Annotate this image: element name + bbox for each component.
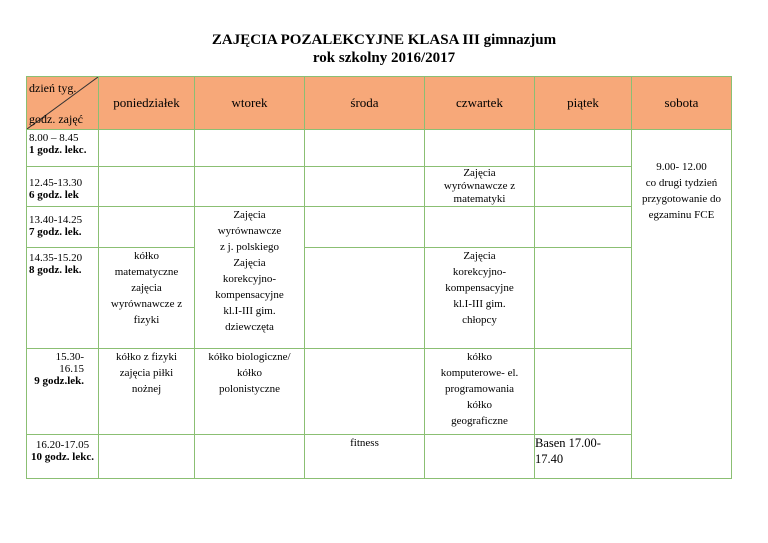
table-row [27, 435, 732, 479]
day-header-thursday: czwartek [425, 77, 535, 130]
header-row [27, 77, 732, 130]
empty-cell [535, 248, 632, 349]
corner-header [27, 77, 99, 130]
table-row [27, 130, 732, 167]
empty-cell [99, 207, 195, 248]
page-title: ZAJĘCIA POZALEKCYJNE KLASA III gimnazjum [211, 32, 557, 48]
thursday-corrective-boys: Zajęcia korekcyjno- kompensacyjne kl.I-III gim. chłopcy [425, 248, 535, 349]
friday-pool: Basen 17.00- 17.40 [535, 435, 632, 479]
empty-cell [305, 349, 425, 435]
time-cell: 14.35-15.20 8 godz. lek. [27, 248, 99, 349]
empty-cell [99, 435, 195, 479]
empty-cell [535, 167, 632, 207]
day-header-saturday: sobota [632, 77, 732, 130]
empty-cell [425, 207, 535, 248]
table-row [27, 167, 732, 207]
empty-cell [305, 207, 425, 248]
empty-cell [535, 207, 632, 248]
thursday-computer-geography: kółko komputerowe- el. programowania kółko geograficzne [425, 349, 535, 435]
thursday-math-remedial: Zajęcia wyrównawcze z matematyki [425, 167, 535, 207]
page-subtitle: rok szkolny 2016/2017 [312, 50, 456, 66]
day-header-monday: poniedziałek [99, 77, 195, 130]
corner-hour-label: godz. zajęć [29, 112, 83, 126]
empty-cell [535, 130, 632, 167]
empty-cell [99, 167, 195, 207]
table-row [27, 207, 732, 248]
saturday-activity: 9.00- 12.00 co drugi tydzień przygotowanie do egzaminu FCE [632, 130, 732, 479]
time-cell: 16.20-17.05 10 godz. lekc. [27, 435, 99, 479]
empty-cell [305, 130, 425, 167]
empty-cell [305, 248, 425, 349]
time-cell: 12.45-13.30 6 godz. lek [27, 167, 99, 207]
time-cell: 15.30- 16.15 9 godz.lek. [27, 349, 99, 435]
empty-cell [195, 167, 305, 207]
day-header-wednesday: środa [305, 77, 425, 130]
empty-cell [305, 167, 425, 207]
empty-cell [425, 435, 535, 479]
tuesday-biology-polish: kółko biologiczne/ kółko polonistyczne [195, 349, 305, 435]
empty-cell [195, 435, 305, 479]
time-cell: 13.40-14.25 7 godz. lek. [27, 207, 99, 248]
table-row [27, 349, 732, 435]
wednesday-fitness: fitness [305, 435, 425, 479]
corner-day-label: dzień tyg. [29, 81, 77, 95]
empty-cell [535, 349, 632, 435]
time-cell: 8.00 – 8.45 1 godz. lekc. [27, 130, 99, 167]
empty-cell [195, 130, 305, 167]
day-header-friday: piątek [535, 77, 632, 130]
empty-cell [99, 130, 195, 167]
empty-cell [425, 130, 535, 167]
monday-math-physics: kółko matematyczne zajęcia wyrównawcze z fizyki [99, 248, 195, 349]
tuesday-polish-and-corrective: Zajęcia wyrównawcze z j. polskiego Zajęcia korekcyjno- kompensacyjne kl.I-III gim. dziewczęta [195, 207, 305, 349]
day-header-tuesday: wtorek [195, 77, 305, 130]
monday-physics-football: kółko z fizyki zajęcia piłki nożnej [99, 349, 195, 435]
table-row [27, 248, 732, 349]
schedule-table [26, 76, 732, 479]
